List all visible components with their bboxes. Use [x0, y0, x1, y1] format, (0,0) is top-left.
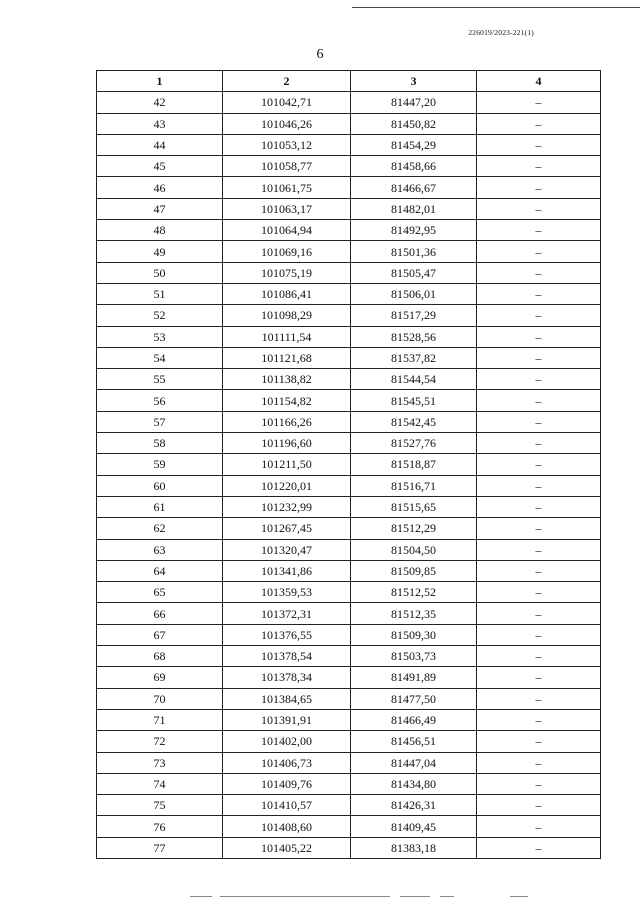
top-rule [352, 7, 640, 8]
table-row [97, 773, 601, 794]
table-cell: 47 [97, 198, 223, 219]
table-cell: 81447,04 [351, 752, 477, 773]
table-cell: 69 [97, 667, 223, 688]
table-cell: 77 [97, 837, 223, 858]
table-row [97, 646, 601, 667]
table-row [97, 134, 601, 155]
table-row [97, 454, 601, 475]
table-row [97, 113, 601, 134]
table-cell: 81482,01 [351, 198, 477, 219]
table-cell: 49 [97, 241, 223, 262]
table-cell: 81409,45 [351, 816, 477, 837]
table-cell: 81426,31 [351, 795, 477, 816]
table-cell: 48 [97, 220, 223, 241]
table-cell: – [477, 454, 601, 475]
table-cell: 46 [97, 177, 223, 198]
table-row [97, 347, 601, 368]
table-cell: 81466,67 [351, 177, 477, 198]
table-cell: 81492,95 [351, 220, 477, 241]
table-cell: 74 [97, 773, 223, 794]
table-cell: 81537,82 [351, 347, 477, 368]
table-cell: – [477, 539, 601, 560]
table-cell: 42 [97, 92, 223, 113]
table-cell: – [477, 837, 601, 858]
table-cell: 81456,51 [351, 731, 477, 752]
table-cell: 81503,73 [351, 646, 477, 667]
table-row [97, 177, 601, 198]
table-cell: 101376,55 [223, 624, 351, 645]
table-cell: 57 [97, 411, 223, 432]
table-cell: – [477, 603, 601, 624]
table-cell: 63 [97, 539, 223, 560]
table-cell: 101372,31 [223, 603, 351, 624]
table-cell: 101320,47 [223, 539, 351, 560]
table-cell: 101378,34 [223, 667, 351, 688]
table-cell: 64 [97, 560, 223, 581]
table-cell: 59 [97, 454, 223, 475]
table-row [97, 433, 601, 454]
table-cell: 101378,54 [223, 646, 351, 667]
table-cell: 65 [97, 582, 223, 603]
table-cell: – [477, 411, 601, 432]
table-cell: – [477, 646, 601, 667]
table-cell: 75 [97, 795, 223, 816]
table-cell: 66 [97, 603, 223, 624]
coordinates-table [96, 70, 601, 859]
table-cell: 101410,57 [223, 795, 351, 816]
table-cell: – [477, 624, 601, 645]
table-cell: 81544,54 [351, 369, 477, 390]
table-row [97, 390, 601, 411]
table-cell: 101359,53 [223, 582, 351, 603]
table-cell: 81466,49 [351, 709, 477, 730]
table-cell: – [477, 220, 601, 241]
table-cell: 61 [97, 496, 223, 517]
table-row [97, 752, 601, 773]
table-row [97, 283, 601, 304]
table-cell: – [477, 795, 601, 816]
table-row [97, 475, 601, 496]
table-cell: 76 [97, 816, 223, 837]
table-cell: 54 [97, 347, 223, 368]
table-cell: – [477, 283, 601, 304]
table-cell: 101046,26 [223, 113, 351, 134]
table-row [97, 220, 601, 241]
table-cell: 62 [97, 518, 223, 539]
table-row [97, 518, 601, 539]
table-cell: – [477, 433, 601, 454]
table-cell: 51 [97, 283, 223, 304]
table-cell: – [477, 582, 601, 603]
table-row [97, 667, 601, 688]
table-row [97, 262, 601, 283]
table-cell: 101211,50 [223, 454, 351, 475]
table-cell: 81512,52 [351, 582, 477, 603]
table-cell: 52 [97, 305, 223, 326]
table-body [97, 92, 601, 859]
table-cell: 43 [97, 113, 223, 134]
table-cell: 81516,71 [351, 475, 477, 496]
table-cell: 101384,65 [223, 688, 351, 709]
table-cell: 73 [97, 752, 223, 773]
table-cell: 81506,01 [351, 283, 477, 304]
table-cell: 55 [97, 369, 223, 390]
table-cell: 101267,45 [223, 518, 351, 539]
table-cell: – [477, 305, 601, 326]
table-row [97, 369, 601, 390]
table-cell: 81512,29 [351, 518, 477, 539]
table-row [97, 198, 601, 219]
table-cell: 50 [97, 262, 223, 283]
table-cell: 101098,29 [223, 305, 351, 326]
table-row [97, 816, 601, 837]
table-cell: 101069,16 [223, 241, 351, 262]
table-cell: 81458,66 [351, 156, 477, 177]
table-cell: 81447,20 [351, 92, 477, 113]
table-cell: – [477, 177, 601, 198]
table-cell: – [477, 731, 601, 752]
table-cell: 81518,87 [351, 454, 477, 475]
table-cell: – [477, 134, 601, 155]
table-cell: – [477, 560, 601, 581]
table-cell: 81477,50 [351, 688, 477, 709]
table-cell: – [477, 496, 601, 517]
table-cell: 101341,86 [223, 560, 351, 581]
table-cell: – [477, 709, 601, 730]
table-row [97, 92, 601, 113]
document-id: 226019/2023-221(1) [468, 28, 534, 37]
table-cell: 53 [97, 326, 223, 347]
table-cell: 81512,35 [351, 603, 477, 624]
table-cell: 81542,45 [351, 411, 477, 432]
table-cell: 101391,91 [223, 709, 351, 730]
table-cell: 101063,17 [223, 198, 351, 219]
table-cell: 81527,76 [351, 433, 477, 454]
table-cell: 81501,36 [351, 241, 477, 262]
page-number: 6 [316, 47, 324, 62]
table-cell: – [477, 369, 601, 390]
table-cell: 81545,51 [351, 390, 477, 411]
table-cell: 68 [97, 646, 223, 667]
table-cell: – [477, 92, 601, 113]
table-cell: 44 [97, 134, 223, 155]
table-cell: 81491,89 [351, 667, 477, 688]
table-cell: 101166,26 [223, 411, 351, 432]
table-cell: – [477, 752, 601, 773]
table-row [97, 795, 601, 816]
column-header-2: 2 [223, 71, 351, 92]
column-header-4: 4 [477, 71, 601, 92]
table-cell: 81383,18 [351, 837, 477, 858]
table-row [97, 241, 601, 262]
table-row [97, 496, 601, 517]
table-cell: – [477, 113, 601, 134]
table-cell: 81505,47 [351, 262, 477, 283]
table-cell: – [477, 156, 601, 177]
table-cell: 72 [97, 731, 223, 752]
table-cell: 81517,29 [351, 305, 477, 326]
table-cell: 101406,73 [223, 752, 351, 773]
table-cell: 70 [97, 688, 223, 709]
table-cell: 81515,65 [351, 496, 477, 517]
table-cell: 60 [97, 475, 223, 496]
table-cell: – [477, 773, 601, 794]
table-row [97, 688, 601, 709]
table-cell: – [477, 262, 601, 283]
table-row [97, 156, 601, 177]
table-row [97, 624, 601, 645]
column-header-1: 1 [97, 71, 223, 92]
table-cell: 101064,94 [223, 220, 351, 241]
table-cell: 81450,82 [351, 113, 477, 134]
table-cell: 101053,12 [223, 134, 351, 155]
table-row [97, 709, 601, 730]
table-cell: – [477, 198, 601, 219]
table-cell: 58 [97, 433, 223, 454]
table-cell: – [477, 688, 601, 709]
table-cell: 45 [97, 156, 223, 177]
table-cell: 101058,77 [223, 156, 351, 177]
table-cell: 81454,29 [351, 134, 477, 155]
table-row [97, 582, 601, 603]
table-cell: 101138,82 [223, 369, 351, 390]
table-cell: 101075,19 [223, 262, 351, 283]
table-cell: 101121,68 [223, 347, 351, 368]
table-row [97, 731, 601, 752]
table-cell: – [477, 347, 601, 368]
table-cell: 81504,50 [351, 539, 477, 560]
table-row [97, 305, 601, 326]
table-cell: 101086,41 [223, 283, 351, 304]
table-cell: 101061,75 [223, 177, 351, 198]
table-row [97, 837, 601, 858]
table-cell: 101405,22 [223, 837, 351, 858]
table-row [97, 539, 601, 560]
table-cell: – [477, 390, 601, 411]
table-row [97, 603, 601, 624]
table-cell: 101111,54 [223, 326, 351, 347]
table-cell: – [477, 518, 601, 539]
column-header-3: 3 [351, 71, 477, 92]
table-cell: 81528,56 [351, 326, 477, 347]
table-cell: 81509,30 [351, 624, 477, 645]
table-row [97, 326, 601, 347]
table-cell: – [477, 326, 601, 347]
table-cell: 81434,80 [351, 773, 477, 794]
scan-artifact-marks [190, 896, 540, 899]
table-cell: 101220,01 [223, 475, 351, 496]
table-cell: 101408,60 [223, 816, 351, 837]
table-cell: 81509,85 [351, 560, 477, 581]
table-cell: 101232,99 [223, 496, 351, 517]
table-row [97, 560, 601, 581]
table-cell: – [477, 667, 601, 688]
table-cell: – [477, 475, 601, 496]
table-cell: – [477, 816, 601, 837]
table-header-row [97, 71, 601, 92]
table-cell: 101196,60 [223, 433, 351, 454]
table-row [97, 411, 601, 432]
table-cell: 71 [97, 709, 223, 730]
table-cell: 101402,00 [223, 731, 351, 752]
table-cell: – [477, 241, 601, 262]
table-cell: 101409,76 [223, 773, 351, 794]
table-cell: 101154,82 [223, 390, 351, 411]
table-cell: 67 [97, 624, 223, 645]
table-cell: 56 [97, 390, 223, 411]
table-cell: 101042,71 [223, 92, 351, 113]
